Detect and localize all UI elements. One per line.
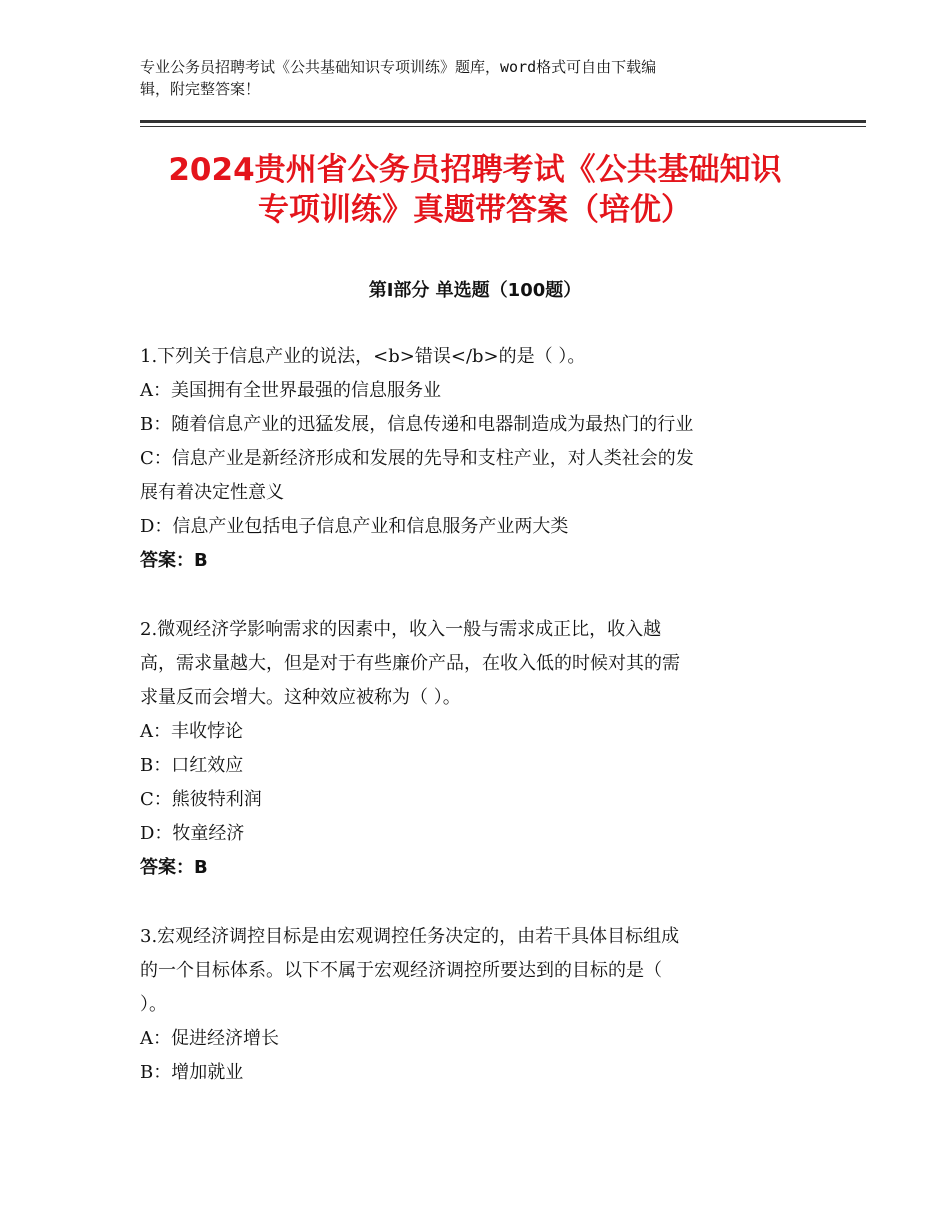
option-line: C：熊彼特利润 (140, 789, 262, 810)
option-line: 展有着决定性意义 (140, 482, 284, 503)
question-stem-line: 2.微观经济学影响需求的因素中，收入一般与需求成正比，收入越 (140, 619, 662, 640)
question-stem-line: 1.下列关于信息产业的说法，<b>错误</b>的是（ ）。 (140, 346, 586, 367)
document-title (120, 150, 830, 230)
header-rule-thick (140, 120, 866, 123)
question-stem-line: 3.宏观经济调控目标是由宏观调控任务决定的，由若干具体目标组成 (140, 926, 680, 947)
header-note (140, 56, 800, 100)
option-line: B：增加就业 (140, 1062, 244, 1083)
answer-line: 答案：B (140, 550, 208, 571)
section-title: 第Ⅰ部分 单选题（100题） (368, 280, 582, 301)
option-line: D：牧童经济 (140, 823, 245, 844)
option-line: A：美国拥有全世界最强的信息服务业 (140, 380, 441, 401)
title-line: 专项训练》真题带答案（培优） (258, 192, 692, 228)
question-stem-line: 的一个目标体系。以下不属于宏观经济调控所要达到的目标的是（ (140, 960, 662, 981)
header-note-line: 专业公务员招聘考试《公共基础知识专项训练》题库，word格式可自由下载编 (140, 58, 657, 76)
option-line: D：信息产业包括电子信息产业和信息服务产业两大类 (140, 516, 569, 537)
question-2 (140, 613, 812, 885)
question-3 (140, 920, 812, 1090)
header-note-line: 辑，附完整答案！ (140, 80, 261, 98)
option-line: A：促进经济增长 (140, 1028, 279, 1049)
header-rule-thin (140, 126, 866, 127)
option-line: A：丰收悖论 (140, 721, 243, 742)
option-line: C：信息产业是新经济形成和发展的先导和支柱产业，对人类社会的发 (140, 448, 694, 469)
question-stem-line: 高，需求量越大，但是对于有些廉价产品，在收入低的时候对其的需 (140, 653, 680, 674)
question-1 (140, 340, 812, 578)
question-stem-line: ）。 (140, 994, 167, 1015)
option-line: B：口红效应 (140, 755, 244, 776)
answer-line: 答案：B (140, 857, 208, 878)
question-stem-line: 求量反而会增大。这种效应被称为（ ）。 (140, 687, 461, 708)
title-line: 2024贵州省公务员招聘考试《公共基础知识 (168, 152, 782, 188)
option-line: B：随着信息产业的迅猛发展，信息传递和电器制造成为最热门的行业 (140, 414, 694, 435)
question-list (140, 340, 812, 1125)
